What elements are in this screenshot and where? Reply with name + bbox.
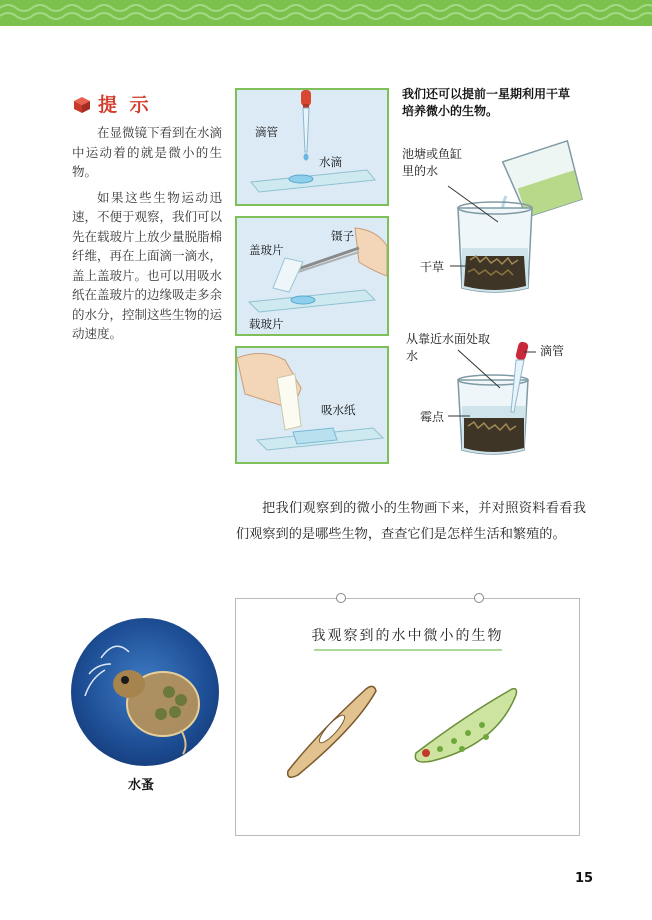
red-cube-icon [72, 94, 92, 114]
tip-heading [72, 90, 222, 117]
water-flea-photo [71, 618, 219, 766]
absorbent-paper-illustration [237, 348, 387, 462]
label-pond-water: 池塘或鱼缸里的水 [402, 147, 463, 178]
notebook-ring-left [336, 593, 346, 603]
label-tweezers: 镊子 [331, 229, 354, 243]
label-cover-slip: 盖玻片 [249, 243, 284, 257]
panel-absorbent-paper [235, 346, 389, 464]
panel-tweezers-cover [235, 216, 389, 336]
label-near-surface: 从靠近水面处取水 [406, 332, 491, 363]
notebook-title-underline [314, 649, 502, 651]
panel-dropper-slide [235, 88, 389, 206]
body-paragraph: 把我们观察到的微小的生物画下来，并对照资料看看我们观察到的是哪些生物，查查它们是怎样生活和繁殖的。 [236, 501, 586, 542]
tip-title: 提 示 [98, 94, 152, 116]
culture-intro: 我们还可以提前一星期利用干草培养微小的生物。 [402, 87, 571, 118]
notebook-ring-right [474, 593, 484, 603]
dropper-slide-illustration [237, 90, 387, 204]
photo-caption: 水蚤 [128, 778, 155, 793]
label-slide: 载玻片 [249, 317, 284, 331]
tip-paragraph-1: 在显微镜下看到在水滴中运动着的就是微小的生物。 [72, 125, 223, 179]
observation-notebook [235, 598, 580, 836]
label-absorbent-paper: 吸水纸 [321, 403, 356, 417]
page-number: 15 [575, 871, 594, 886]
notebook-title: 我观察到的水中微小的生物 [311, 628, 504, 644]
label-hay: 干草 [420, 260, 445, 274]
label-dropper: 滴管 [255, 125, 278, 139]
label-water-drop: 水滴 [319, 155, 342, 169]
header-green-wave-band [0, 0, 652, 40]
tip-paragraph-2: 如果这些生物运动迅速，不便于观察，我们可以先在载玻片上放少量脱脂棉纤维，再在上面滴一滴水，盖上盖玻片。也可以用吸水纸在盖玻片的边缘吸走多余的水分，控制这些生物的运动速度。 [72, 189, 223, 341]
label-mold-spot: 霉点 [420, 410, 445, 424]
label-beaker-dropper: 滴管 [540, 344, 565, 358]
water-flea-image [71, 618, 219, 766]
tip-box [72, 90, 222, 344]
organism-drawings [276, 675, 566, 785]
